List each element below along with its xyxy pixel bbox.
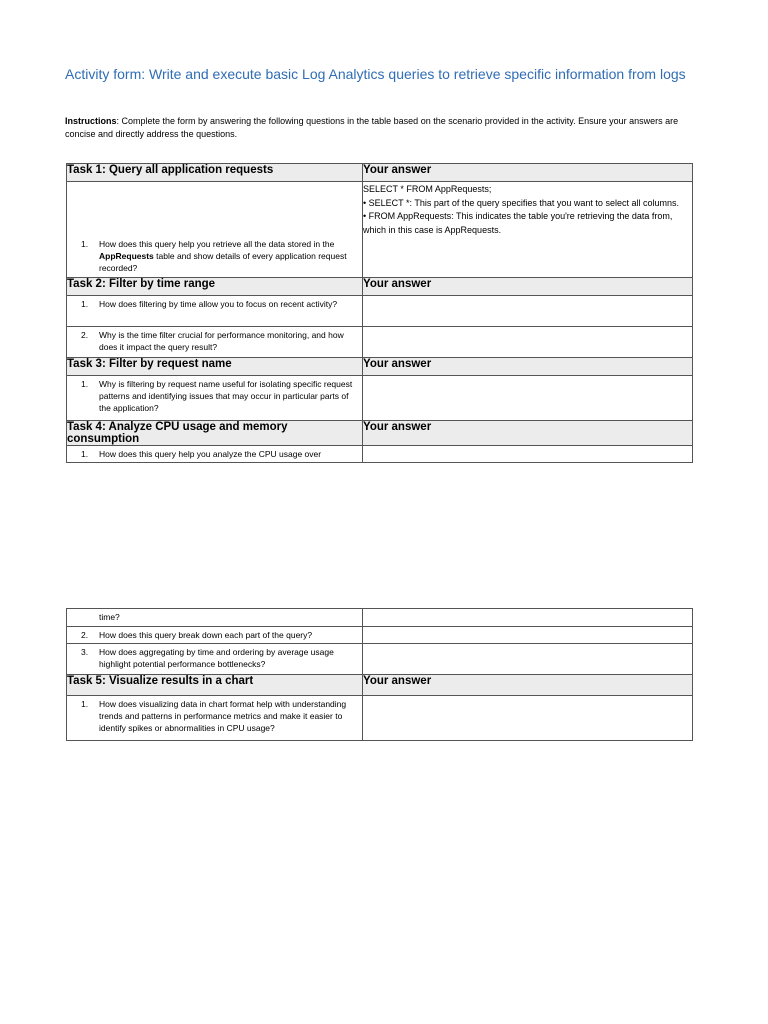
question-number: 1. xyxy=(81,379,89,389)
task-2-question-1-row xyxy=(67,296,693,327)
task-4-q1-answer-field[interactable] xyxy=(363,446,693,463)
task-5-question-1-row xyxy=(67,696,693,741)
task-5-question-1-text: How does visualizing data in chart format help with understanding trends and patterns in performance metrics and make it easier to identify spikes or abnormalities in CPU usage? xyxy=(99,699,347,733)
page-title: Activity form: Write and execute basic Log Analytics queries to retrieve specific information from logs xyxy=(65,66,686,82)
task-1-title: Task 1: Query all application requests xyxy=(67,164,363,182)
task-2-q1-answer-field[interactable] xyxy=(363,296,693,327)
task-2-question-1-text: How does filtering by time allow you to focus on recent activity? xyxy=(99,299,338,309)
question-number: 1. xyxy=(81,239,89,249)
task-3-header-row xyxy=(67,358,693,376)
task-4-header-row xyxy=(67,421,693,446)
task-4-question-1-text: How does this query help you analyze the CPU usage over xyxy=(99,449,322,459)
task-5-q1-answer-field[interactable] xyxy=(363,696,693,741)
question-number: 2. xyxy=(81,630,89,640)
task-4-q2-answer-field[interactable] xyxy=(363,627,693,644)
task-2-header-row xyxy=(67,278,693,296)
question-number: 2. xyxy=(81,330,89,340)
activity-table-page-2 xyxy=(66,608,693,741)
task-4-question-1-continued-row xyxy=(67,609,693,627)
task-4-question-3-text: How does aggregating by time and ordering by average usage highlight potential performance bottlenecks? xyxy=(99,647,334,669)
task-2-title: Task 2: Filter by time range xyxy=(67,278,363,296)
task-3-question-1-text: Why is filtering by request name useful for isolating specific request patterns and identifying issues that may occur in particular parts of the application? xyxy=(99,379,353,413)
task-4-q3-answer-field[interactable] xyxy=(363,644,693,675)
task-3-title: Task 3: Filter by request name xyxy=(67,358,363,376)
task-3-q1-answer-field[interactable] xyxy=(363,376,693,421)
task-2-question-2-row xyxy=(67,327,693,358)
task-2-answer-header: Your answer xyxy=(363,278,693,296)
instructions-label: Instructions xyxy=(65,116,117,126)
answer-line: • FROM AppRequests: This indicates the table you're retrieving the data from, which in this case is AppRequests. xyxy=(363,211,673,235)
instructions xyxy=(65,115,705,141)
activity-table-page-1 xyxy=(66,163,693,463)
task-4-question-1-row xyxy=(67,446,693,463)
task-4-answer-header: Your answer xyxy=(363,421,693,446)
answer-line: • SELECT *: This part of the query specifies that you want to select all columns. xyxy=(363,197,679,208)
task-1-answer-header: Your answer xyxy=(363,164,693,182)
task-3-answer-header: Your answer xyxy=(363,358,693,376)
task-1-answer-field[interactable] xyxy=(363,182,693,278)
question-number: 1. xyxy=(81,449,89,459)
task-1-question-1-text: How does this query help you retrieve all the data stored in the AppRequests table and show details of every application request recorded? xyxy=(99,239,347,273)
task-4-question-2-text: How does this query break down each part of the query? xyxy=(99,630,313,640)
question-number: 3. xyxy=(81,647,89,657)
task-1-header-row xyxy=(67,164,693,182)
task-4-question-2-row xyxy=(67,627,693,644)
task-1-question-1-row xyxy=(67,182,693,278)
task-2-q2-answer-field[interactable] xyxy=(363,327,693,358)
task-5-title: Task 5: Visualize results in a chart xyxy=(67,675,363,696)
task-4-question-3-row xyxy=(67,644,693,675)
task-5-header-row xyxy=(67,675,693,696)
question-number: 1. xyxy=(81,299,89,309)
table-name-bold: AppRequests xyxy=(99,251,154,261)
task-3-question-1-row xyxy=(67,376,693,421)
task-4-question-1-continued-text: time? xyxy=(99,612,120,622)
task-2-question-2-text: Why is the time filter crucial for performance monitoring, and how does it impact the query result? xyxy=(99,330,344,352)
question-number: 1. xyxy=(81,699,89,709)
task-5-answer-header: Your answer xyxy=(363,675,693,696)
answer-line: SELECT * FROM AppRequests; xyxy=(363,184,492,194)
instructions-text: : Complete the form by answering the following questions in the table based on the scenario provided in the activity. Ensure your answers are concise and directly address the questions. xyxy=(65,116,679,139)
task-4-q1-answer-field-continued[interactable] xyxy=(363,609,693,627)
task-4-title: Task 4: Analyze CPU usage and memory consumption xyxy=(67,421,363,446)
